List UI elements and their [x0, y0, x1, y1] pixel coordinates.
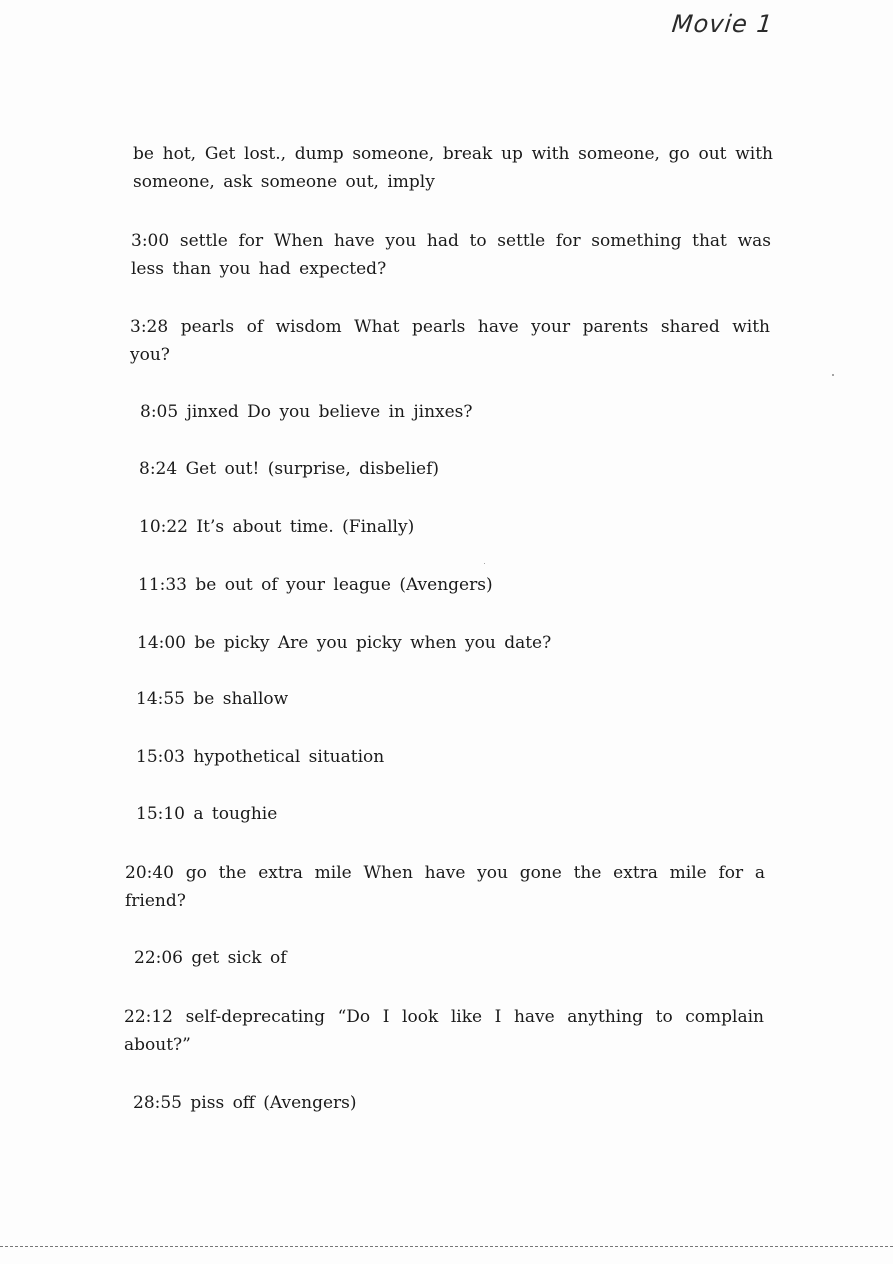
entry-piss-off: 28:55 piss off (Avengers) [133, 1093, 357, 1113]
scan-speck [832, 374, 834, 376]
entry-extra-mile: 20:40 go the extra mile When have you gone the extra mile for a friend? [125, 863, 765, 911]
entry-hypothetical: 15:03 hypothetical situation [136, 747, 385, 767]
entry-get-out: 8:24 Get out! (surprise, disbelief) [139, 459, 440, 479]
entry-get-sick-of: 22:06 get sick of [134, 948, 287, 968]
entry-jinxed: 8:05 jinxed Do you believe in jinxes? [140, 402, 473, 422]
entry-pearls-of-wisdom: 3:28 pearls of wisdom What pearls have your parents shared with you? [130, 317, 770, 365]
entry-settle-for: 3:00 settle for When have you had to settle for something that was less than you had expected? [131, 231, 771, 279]
scan-speck [484, 563, 485, 564]
entry-be-picky: 14:00 be picky Are you picky when you date? [137, 633, 552, 653]
entry-about-time: 10:22 It’s about time. (Finally) [139, 517, 415, 537]
entry-be-shallow: 14:55 be shallow [136, 689, 289, 709]
entry-vocab-list: be hot, Get lost., dump someone, break up with someone, go out with someone, ask someone out, imply [133, 144, 773, 192]
page-bottom-rule [0, 1246, 893, 1247]
entry-self-deprecating: 22:12 self-deprecating “Do I look like I have anything to complain about?” [124, 1007, 764, 1055]
entry-out-of-league: 11:33 be out of your league (Avengers) [138, 575, 493, 595]
entry-toughie: 15:10 a toughie [136, 804, 278, 824]
handwritten-title: Movie 1 [670, 10, 775, 38]
